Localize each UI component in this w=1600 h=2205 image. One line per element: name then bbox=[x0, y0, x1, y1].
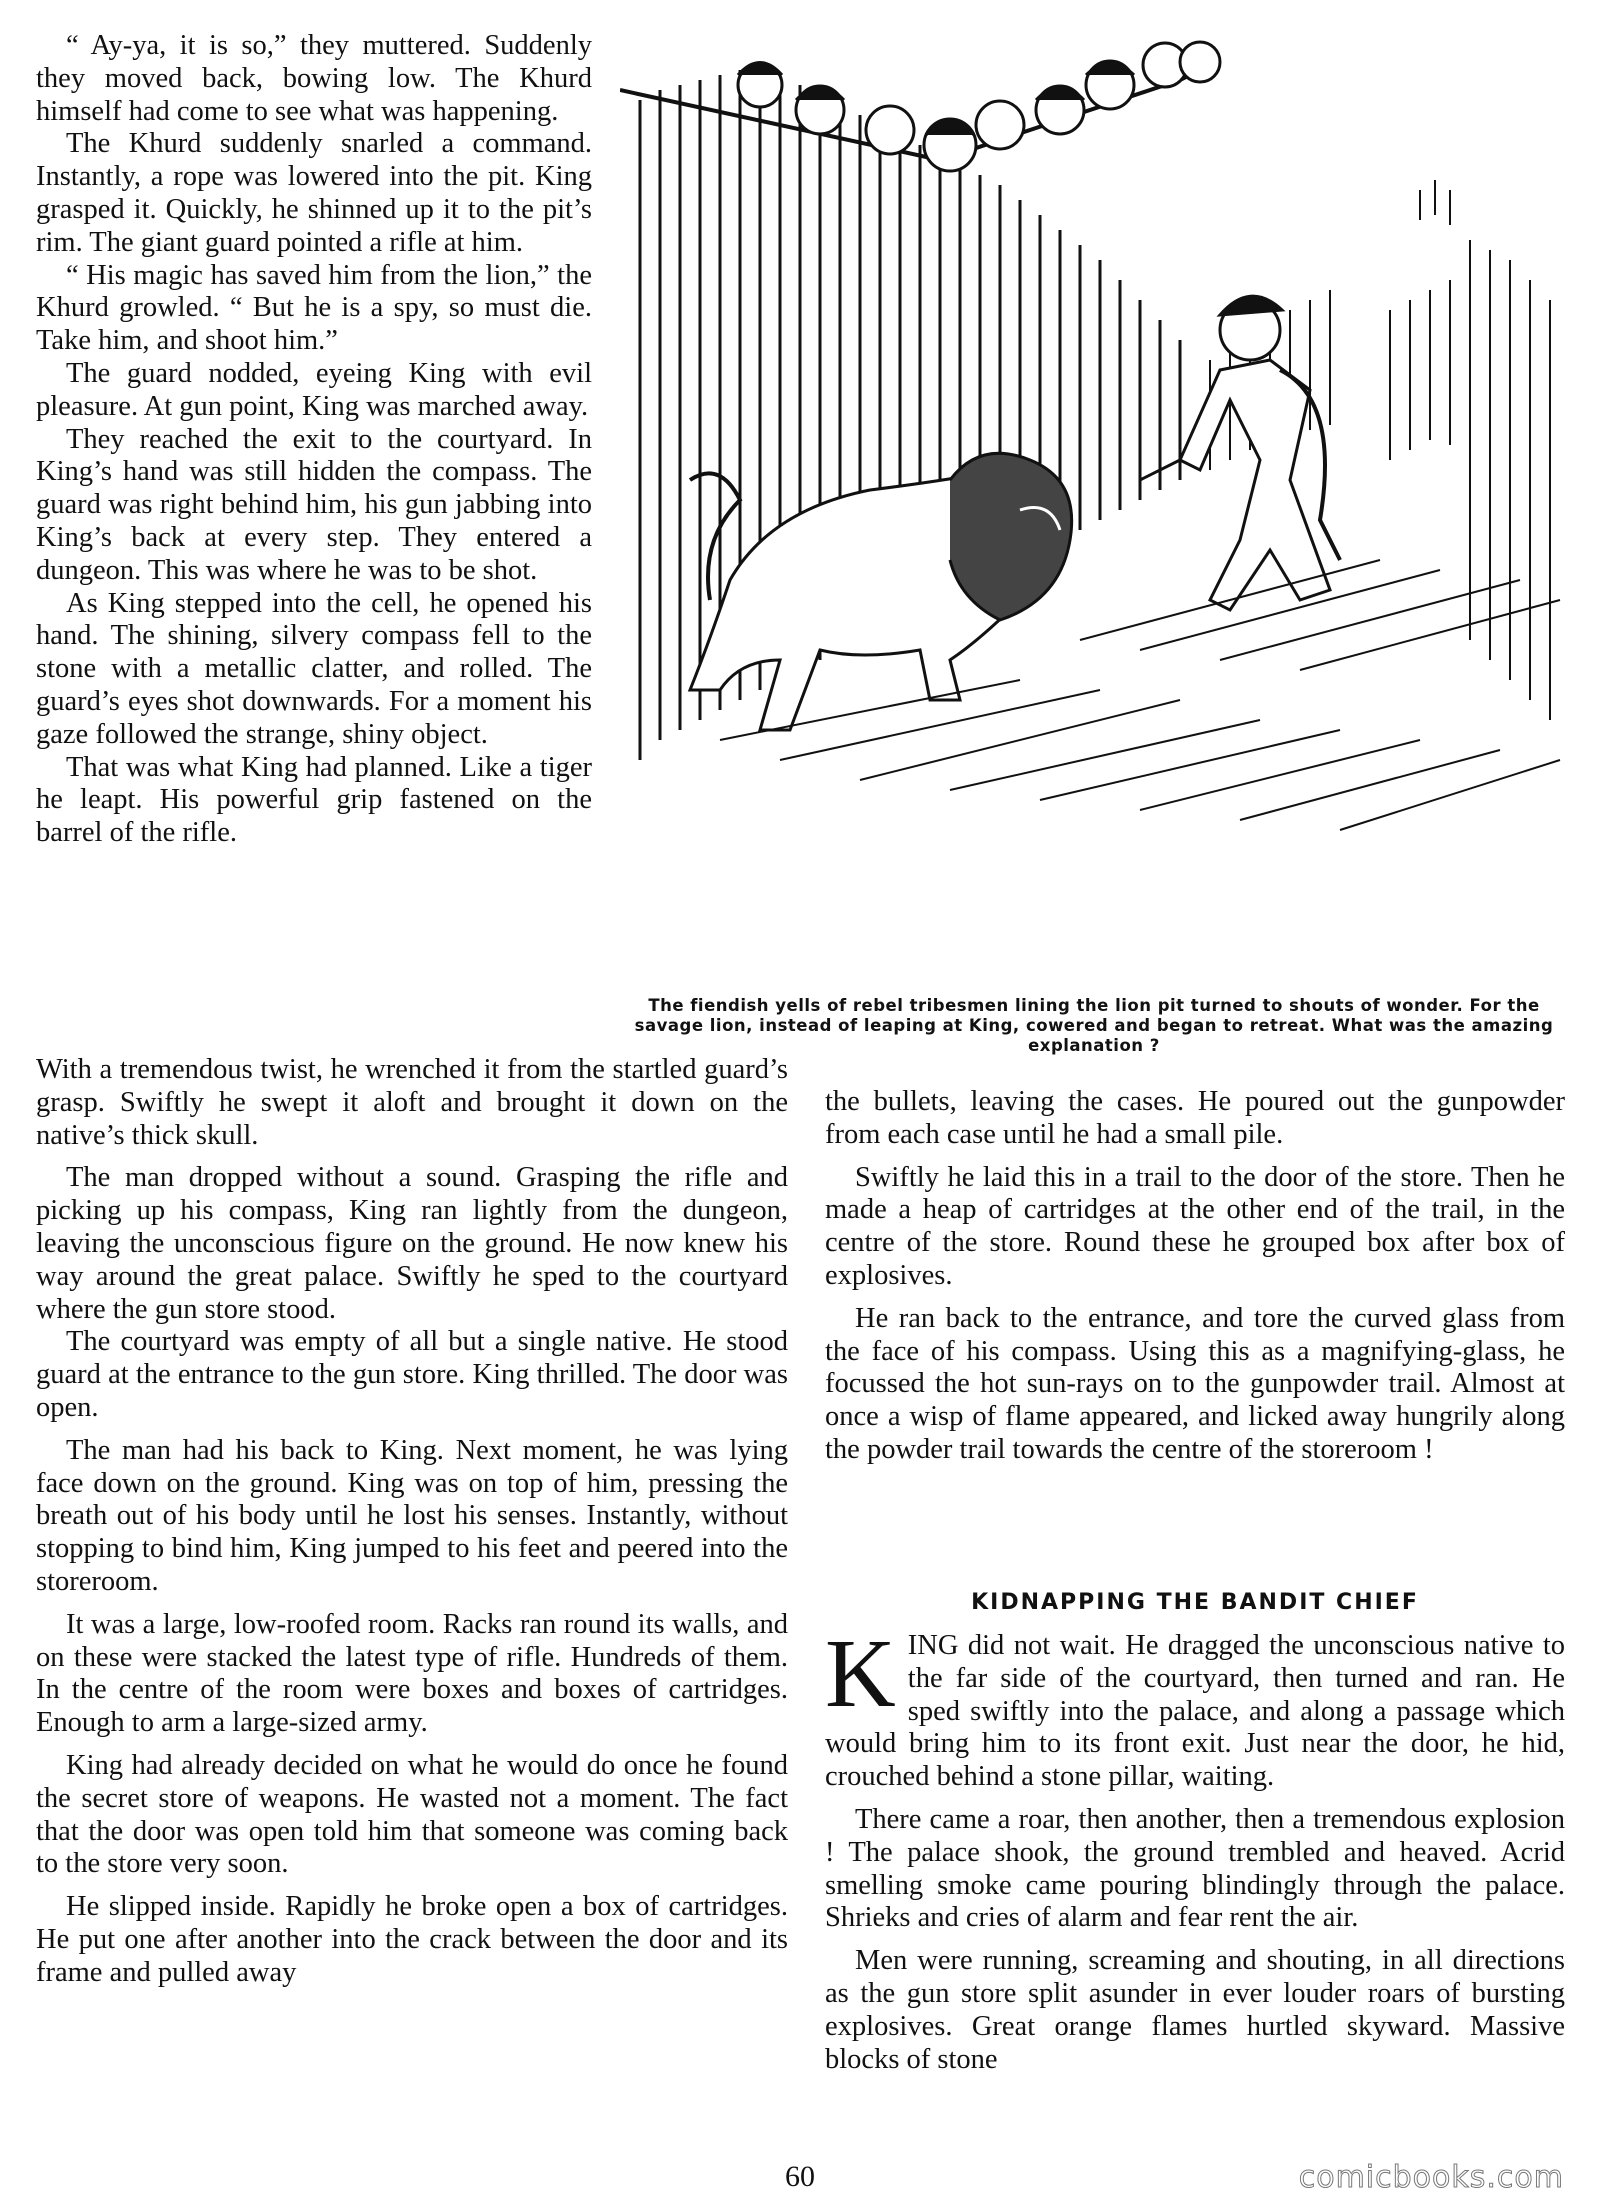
paragraph: With a tremendous twist, he wrenched it from the startled guard’s grasp. Swiftly he swept it aloft and brought it down on the native’s thick skull. bbox=[36, 1054, 788, 1151]
tribesmen-group bbox=[738, 42, 1220, 171]
paragraph: “ Ay-ya, it is so,” they muttered. Suddenly they moved back, bowing low. The Khurd himself had come to see what was happening. bbox=[36, 30, 592, 127]
paragraph: Swiftly he laid this in a trail to the door of the store. Then he made a heap of cartridges at the other end of the trail, in the centre of the store. Round these he grouped box after box of explosives. bbox=[825, 1161, 1565, 1291]
illustration-caption: The fiendish yells of rebel tribesmen lining the lion pit turned to shouts of wonder. For the savage lion, instead of leaping at King, cowered and began to retreat. What was the amazing explanation ? bbox=[634, 996, 1554, 1055]
top-text-column bbox=[36, 30, 592, 850]
paragraph: There came a roar, then another, then a tremendous explosion ! The palace shook, the ground trembled and heaved. Acrid smelling smoke came pouring blindingly through the palace. Shrieks and cries of alarm and fear rent the air. bbox=[825, 1803, 1565, 1934]
left-text-column bbox=[36, 1054, 788, 1990]
paragraph: King had already decided on what he would do once he found the secret store of weapons. He wasted not a moment. The fact that the door was open told him that someone was coming back to the store very soon. bbox=[36, 1749, 788, 1880]
paragraph: As King stepped into the cell, he opened his hand. The shining, silvery compass fell to the stone with a metallic clatter, and rolled. The guard’s eyes shot downwards. For a moment his gaze followed the strange, shiny object. bbox=[36, 587, 592, 750]
paragraph bbox=[825, 1620, 1565, 1794]
paragraph: They reached the exit to the courtyard. In King’s hand was still hidden the compass. The guard was right behind him, his gun jabbing into King’s back at every step. They entered a dungeon. This was where he was to be shot. bbox=[36, 423, 592, 586]
kidnap-section bbox=[825, 1620, 1565, 2076]
section-heading: KIDNAPPING THE BANDIT CHIEF bbox=[971, 1590, 1419, 1615]
paragraph: It was a large, low-roofed room. Racks ran round its walls, and on these were stacked the latest type of rifle. Hundreds of them. In the centre of the room were boxes and boxes of cartridges. Enough to arm a large-sized army. bbox=[36, 1608, 788, 1739]
paragraph: The guard nodded, eyeing King with evil pleasure. At gun point, King was marched away. bbox=[36, 357, 592, 422]
lion-pit-illustration bbox=[620, 40, 1570, 995]
paragraph: He ran back to the entrance, and tore the curved glass from the face of his compass. Using this as a magnifying-glass, he focussed the hot sun-rays on to the gunpowder trail. Almost at once a wisp of flame appeared, and licked away hungrily along the powder trail towards the centre of the storeroom ! bbox=[825, 1302, 1565, 1465]
lion-figure bbox=[690, 453, 1072, 730]
paragraph: The courtyard was empty of all but a single native. He stood guard at the entrance to the gun store. King thrilled. The door was open. bbox=[36, 1326, 788, 1423]
paragraph: That was what King had planned. Like a tiger he leapt. His powerful grip fastened on the barrel of the rifle. bbox=[36, 751, 592, 849]
paragraph: He slipped inside. Rapidly he broke open a box of cartridges. He put one after another into the crack between the door and its frame and pulled away bbox=[36, 1891, 788, 1988]
right-text-column bbox=[825, 1086, 1565, 1467]
paragraph: “ His magic has saved him from the lion,” the Khurd growled. “ But he is a spy, so must die. Take him, and shoot him.” bbox=[36, 259, 592, 357]
paragraph: The Khurd suddenly snarled a command. Instantly, a rope was lowered into the pit. King grasped it. Quickly, he shinned up it to the pit’s rim. The giant guard pointed a rifle at him. bbox=[36, 128, 592, 258]
drop-cap: K bbox=[825, 1620, 896, 1728]
paragraph-text: ING did not wait. He dragged the unconscious native to the far side of the courtyard, then turned and ran. He sped swiftly into the palace, and along a passage which would bring him to its front exit. Just near the door, he hid, crouched behind a stone pillar, waiting. bbox=[825, 1630, 1565, 1793]
page-number: 60 bbox=[785, 2160, 815, 2193]
paragraph: The man dropped without a sound. Grasping the rifle and picking up his compass, King ran lightly from the dungeon, leaving the unconscious figure on the ground. He now knew his way around the great palace. Swiftly he sped to the courtyard where the gun store stood. bbox=[36, 1162, 788, 1325]
paragraph: Men were running, screaming and shouting, in all directions as the gun store split asunder in ever louder roars of bursting explosives. Great orange flames hurtled skyward. Massive blocks of stone bbox=[825, 1945, 1565, 2075]
watermark: comicbooks.com bbox=[1298, 2160, 1564, 2195]
paragraph: The man had his back to King. Next moment, he was lying face down on the ground. King was on top of him, pressing the breath out of his body until he lost his senses. Instantly, without stopping to bind him, King jumped to his feet and peered into the storeroom. bbox=[36, 1434, 788, 1597]
paragraph: the bullets, leaving the cases. He poured out the gunpowder from each case until he had a small pile. bbox=[825, 1086, 1565, 1150]
